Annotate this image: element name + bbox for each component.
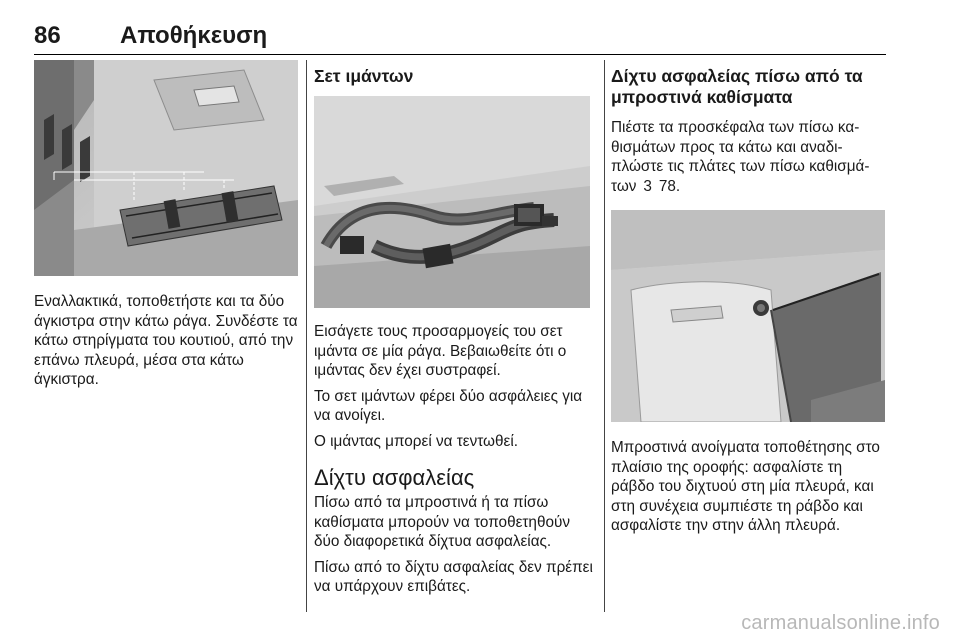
paragraph-2: Το σετ ιμάντων φέρει δύο ασφάλειες για να ανοίγει. xyxy=(314,387,583,424)
paragraph-5: Πίσω από το δίχτυ ασφαλείας δεν πρέπει να υπάρχουν επιβάτες. xyxy=(314,558,593,595)
column-3 xyxy=(611,60,889,536)
paragraph-4: Πίσω από τα μπροστινά ή τα πίσω καθίσματα μπορούν να τοποθετηθούν δύο διαφορετικά δίχτυα ασφαλείας. xyxy=(314,494,570,550)
page-reference-icon: 3 xyxy=(643,177,652,195)
watermark: carmanualsonline.info xyxy=(741,612,940,634)
paragraph-3: Ο ιμάντας μπορεί να τεντωθεί. xyxy=(314,432,518,450)
paragraph-1 xyxy=(611,118,889,196)
column-divider-2 xyxy=(604,60,605,612)
paragraph-2: Μπροστινά ανοίγματα τοποθέτησης στο πλαίσιο της οροφής: ασφαλίστε τη ράβδο του διχτυού στη μία πλευρά, και στη συνέχεια συμπιέστε τη ράβδο και ασφαλίστε την στην άλλη πλευρά. xyxy=(611,439,880,534)
section-heading-strap-set: Σετ ιμάντων xyxy=(314,66,414,86)
illustration-storage-box-hooks xyxy=(34,60,298,276)
illustration-strap-set xyxy=(314,96,590,308)
page-header xyxy=(34,20,886,55)
paragraph-1-text: Πιέστε τα προσκέφαλα των πίσω καθισμάτων προς τα κάτω και αναδιπλώστε τις πλάτες των πίσω καθισμάτων xyxy=(611,119,870,195)
chapter-title: Αποθήκευση xyxy=(120,22,268,49)
column-divider-1 xyxy=(306,60,307,612)
column-2 xyxy=(314,60,596,597)
page-reference: 78. xyxy=(658,177,681,195)
column-1 xyxy=(34,60,298,390)
heading-safety-net: Δίχτυ ασφαλείας xyxy=(314,465,475,490)
paragraph: Εναλλακτικά, τοποθετήστε και τα δύο άγκιστρα στην κάτω ράγα. Συνδέστε τα κάτω στηρίγματα του κουτιού, από την επάνω πλευρά, μέσα στα κάτω άγκιστρα. xyxy=(34,293,298,388)
page-number: 86 xyxy=(34,22,61,49)
illustration-roof-mounting-opening xyxy=(611,210,885,422)
section-heading-net-behind-front-seats: Δίχτυ ασφαλείας πίσω από τα μπροστινά καθίσματα xyxy=(611,66,863,107)
paragraph-1: Εισάγετε τους προσαρμογείς του σετ ιμάντα σε μία ράγα. Βεβαιωθείτε ότι ο ιμάντας δεν έχει συστραφεί. xyxy=(314,323,567,379)
